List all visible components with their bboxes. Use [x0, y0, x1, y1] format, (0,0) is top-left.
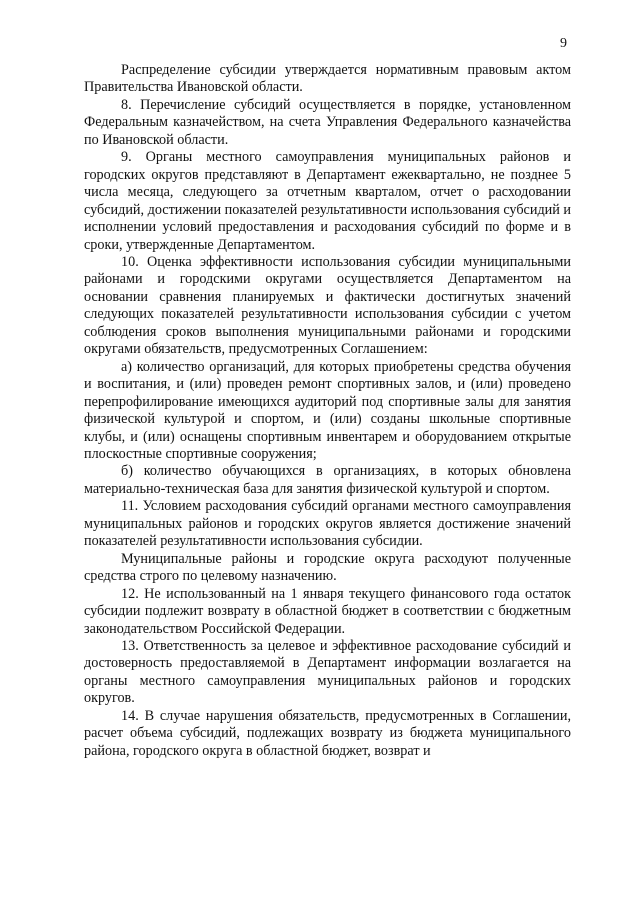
paragraph-13-responsibility: 13. Ответственность за целевое и эффективное расходование субсидий и достоверность предоставляемой в Департамент информации возлагается на органы местного самоуправления муниципальных районов и городских округов. [84, 637, 571, 707]
paragraph-9-reporting: 9. Органы местного самоуправления муниципальных районов и городских округов представляют в Департамент ежеквартально, не позднее 5 числа месяца, следующего за отчетным кварталом, отчет о расходовании субсидий, достижении показателей результативности использования субсидий и исполнении условий предоставления и расходования субсидий по форме и в сроки, утвержденные Департаментом. [84, 149, 571, 253]
page-number: 9 [560, 36, 567, 51]
paragraph-10-evaluation: 10. Оценка эффективности использования субсидии муниципальными районами и городскими округами осуществляется Департаментом на основании сравнения планируемых и фактически достигнутых значений следующих показателей результативности использования субсидии с учетом соблюдения сроков выполнения муниципальными районами и городскими округами обязательств, предусмотренных Соглашением: [84, 253, 571, 358]
paragraph-8-transfer: 8. Перечисление субсидий осуществляется в порядке, установленном Федеральным казначейством, на счета Управления Федерального казначейства по Ивановской области. [84, 96, 571, 148]
paragraph-14-violations: 14. В случае нарушения обязательств, предусмотренных в Соглашении, расчет объема субсидий, подлежащих возврату из бюджета муниципального района, городского округа в областной бюджет, возврат и [84, 707, 571, 759]
paragraph-targeted-use: Муниципальные районы и городские округа расходуют полученные средства строго по целевому назначению. [84, 550, 571, 585]
paragraph-10b-students: б) количество обучающихся в организациях, в которых обновлена материально-техническая база для занятия физической культурой и спортом. [84, 463, 571, 497]
document-body [84, 62, 571, 760]
paragraph-11-conditions: 11. Условием расходования субсидий органами местного самоуправления муниципальных районов и городских округов является достижение значений показателей результативности использования субсидии. [84, 498, 571, 550]
paragraph-10a-organizations: а) количество организаций, для которых приобретены средства обучения и воспитания, и (или) проведен ремонт спортивных залов, и (или) проведено перепрофилирование имеющихся аудиторий под спортивные залы для занятия физической культурой и спортом, и (или) созданы школьные спортивные клубы, и (или) оснащены спортивным инвентарем и оборудованием открытые плоскостные спортивные сооружения; [84, 358, 571, 462]
paragraph-12-unused-balance: 12. Не использованный на 1 января текущего финансового года остаток субсидии подлежит возврату в областной бюджет в соответствии с бюджетным законодательством Российской Федерации. [84, 585, 571, 637]
paragraph-subsidy-distribution: Распределение субсидии утверждается нормативным правовым актом Правительства Ивановской области. [84, 62, 571, 96]
